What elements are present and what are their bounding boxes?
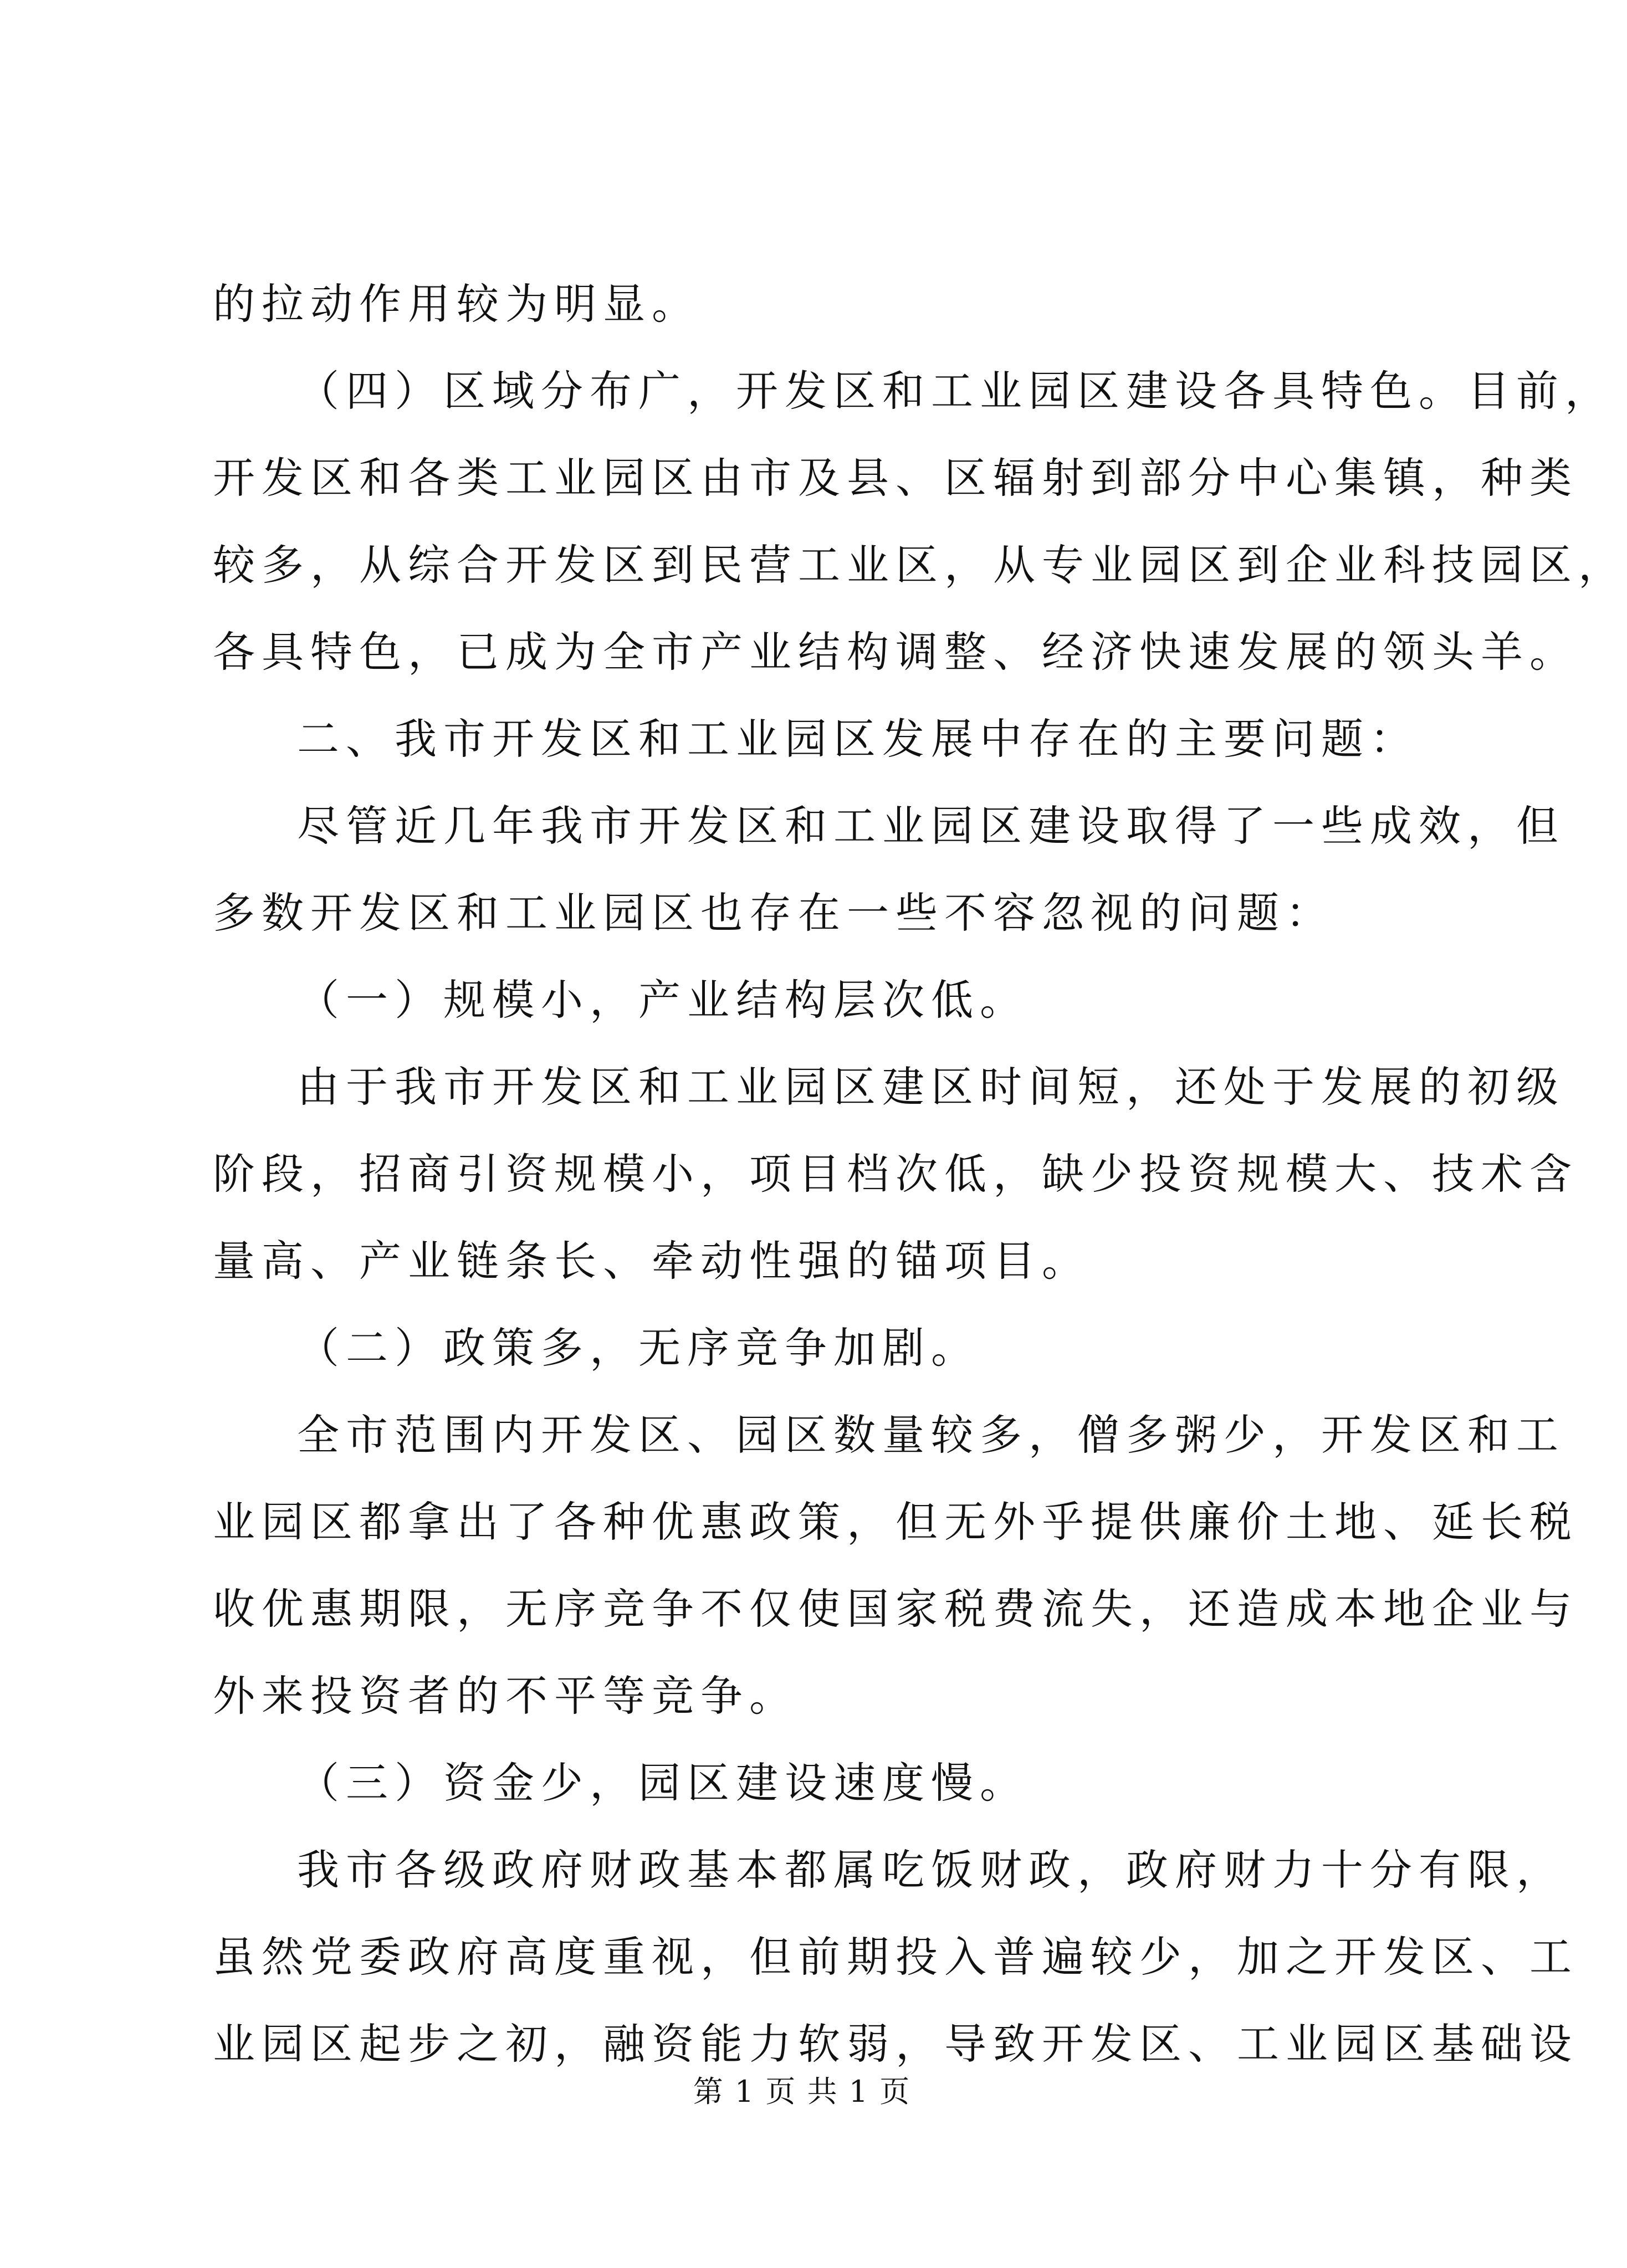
text-line: 虽然党委政府高度重视，但前期投入普遍较少，加之开发区、工 (213, 1932, 1578, 1982)
text-line: 全市范围内开发区、园区数量较多，僧多粥少，开发区和工 (297, 1410, 1565, 1460)
text-line: 外来投资者的不平等竞争。 (213, 1671, 798, 1721)
text-line: 多数开发区和工业园区也存在一些不容忽视的问题： (213, 888, 1334, 938)
section-heading: 二、我市开发区和工业园区发展中存在的主要问题： (297, 714, 1419, 764)
text-line: 由于我市开发区和工业园区建区时间短，还处于发展的初级 (297, 1062, 1565, 1112)
text-line: 的拉动作用较为明显。 (213, 279, 700, 329)
text-line: （四）区域分布广，开发区和工业园区建设各具特色。目前， (297, 366, 1614, 416)
text-line: 各具特色，已成为全市产业结构调整、经济快速发展的领头羊。 (213, 627, 1578, 677)
text-line: 我市各级政府财政基本都属吃饭财政，政府财力十分有限， (297, 1845, 1565, 1895)
document-body (213, 260, 1627, 2087)
text-line: 业园区起步之初，融资能力软弱，导致开发区、工业园区基础设 (213, 2019, 1578, 2069)
subsection-heading: （一）规模小，产业结构层次低。 (297, 975, 1029, 1025)
text-line: 尽管近几年我市开发区和工业园区建设取得了一些成效，但 (297, 801, 1565, 851)
text-line: 开发区和各类工业园区由市及县、区辐射到部分中心集镇，种类 (213, 453, 1578, 503)
text-line: 业园区都拿出了各种优惠政策，但无外乎提供廉价土地、延长税 (213, 1497, 1578, 1547)
subsection-heading: （三）资金少，园区建设速度慢。 (297, 1758, 1029, 1808)
page-footer: 第 1 页 共 1 页 (693, 2074, 911, 2109)
text-line: 阶段，招商引资规模小，项目档次低，缺少投资规模大、技术含 (213, 1149, 1578, 1199)
text-line: 量高、产业链条长、牵动性强的锚项目。 (213, 1236, 1091, 1286)
text-line: 收优惠期限，无序竞争不仅使国家税费流失，还造成本地企业与 (213, 1584, 1578, 1634)
subsection-heading: （二）政策多，无序竞争加剧。 (297, 1323, 980, 1373)
text-line: 较多，从综合开发区到民营工业区，从专业园区到企业科技园区， (213, 540, 1627, 590)
